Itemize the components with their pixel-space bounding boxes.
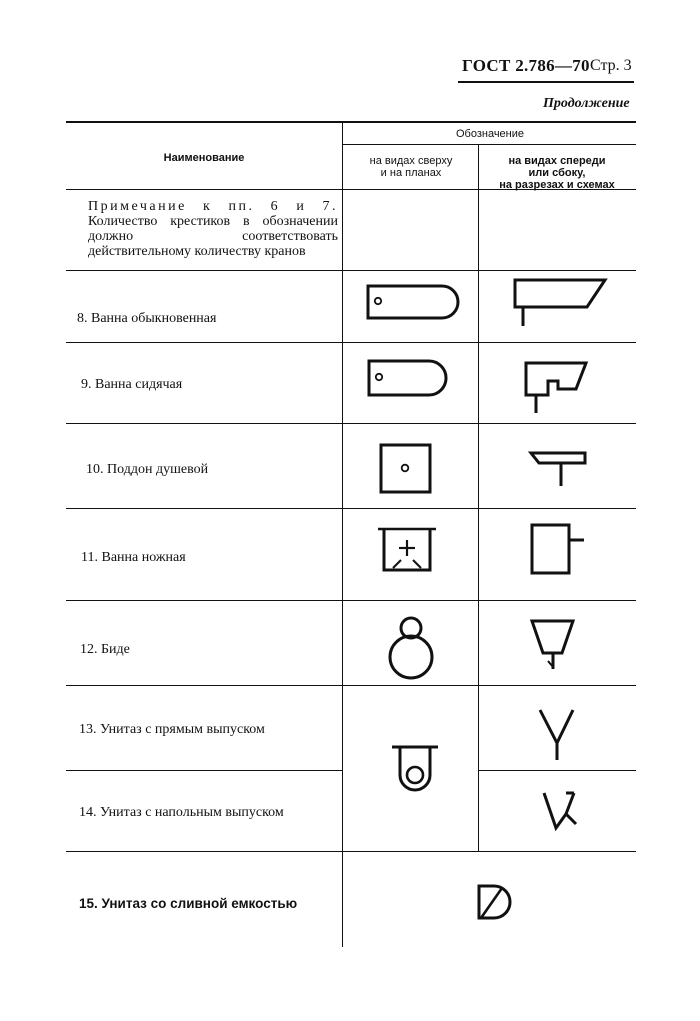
row-divider-partial [478, 770, 636, 771]
sitz-bath-front-symbol [518, 355, 598, 420]
header-rule [458, 81, 634, 83]
column-header-front-view: на видах спереди или сбоку, на разрезах и схемах [499, 155, 615, 191]
column-header-designation: Обозначение [455, 128, 525, 140]
note-body: Количество крестиков в обозначении должно соответствовать действительному количеству кранов [88, 214, 338, 259]
table-top-rule [66, 121, 636, 123]
group-header-rule [342, 144, 636, 145]
toilet-tank-symbol [472, 880, 517, 925]
shower-tray-front-symbol [525, 448, 595, 493]
bidet-top-symbol [384, 612, 439, 684]
row-label-foot-bath: 11. Ванна ножная [81, 550, 186, 565]
note-title: Примечание к пп. 6 и 7. [88, 199, 338, 214]
row-label-toilet-straight: 13. Унитаз с прямым выпуском [79, 722, 265, 737]
row-divider [66, 423, 636, 424]
bathtub-top-symbol [360, 280, 465, 325]
bathtub-front-symbol [505, 272, 615, 332]
note-text [88, 199, 338, 259]
row-label-bathtub: 8. Ванна обыкновенная [77, 311, 217, 326]
row-divider [66, 508, 636, 509]
row-label-bidet: 12. Биде [80, 642, 130, 657]
row-divider [66, 600, 636, 601]
row-divider [66, 685, 636, 686]
sitz-bath-top-symbol [363, 356, 453, 401]
toilet-floor-front-symbol [538, 788, 588, 838]
row-label-sitz-bath: 9. Ванна сидячая [81, 377, 183, 392]
toilet-top-symbol [386, 741, 446, 796]
foot-bath-top-symbol [372, 522, 444, 578]
row-divider [66, 270, 636, 271]
continued-label: Продолжение [543, 96, 630, 111]
column-separator-name [342, 121, 343, 947]
foot-bath-front-symbol [522, 518, 592, 580]
row-divider-partial [66, 770, 342, 771]
row-label-toilet-floor: 14. Унитаз с напольным выпуском [79, 805, 284, 820]
row-divider [66, 342, 636, 343]
row-label-shower-tray: 10. Поддон душевой [86, 462, 209, 477]
document-code: ГОСТ 2.786—70 [462, 56, 590, 75]
column-separator-views [478, 144, 479, 851]
row-divider [66, 851, 636, 852]
toilet-straight-front-symbol [535, 705, 580, 765]
column-header-top-view: на видах сверху и на планах [369, 155, 453, 179]
row-label-toilet-tank: 15. Унитаз со сливной емкостью [79, 896, 298, 911]
column-header-name: Наименование [163, 152, 245, 164]
shower-tray-top-symbol [376, 440, 436, 498]
bidet-front-symbol [527, 615, 582, 680]
page-number: Стр. 3 [590, 57, 632, 74]
